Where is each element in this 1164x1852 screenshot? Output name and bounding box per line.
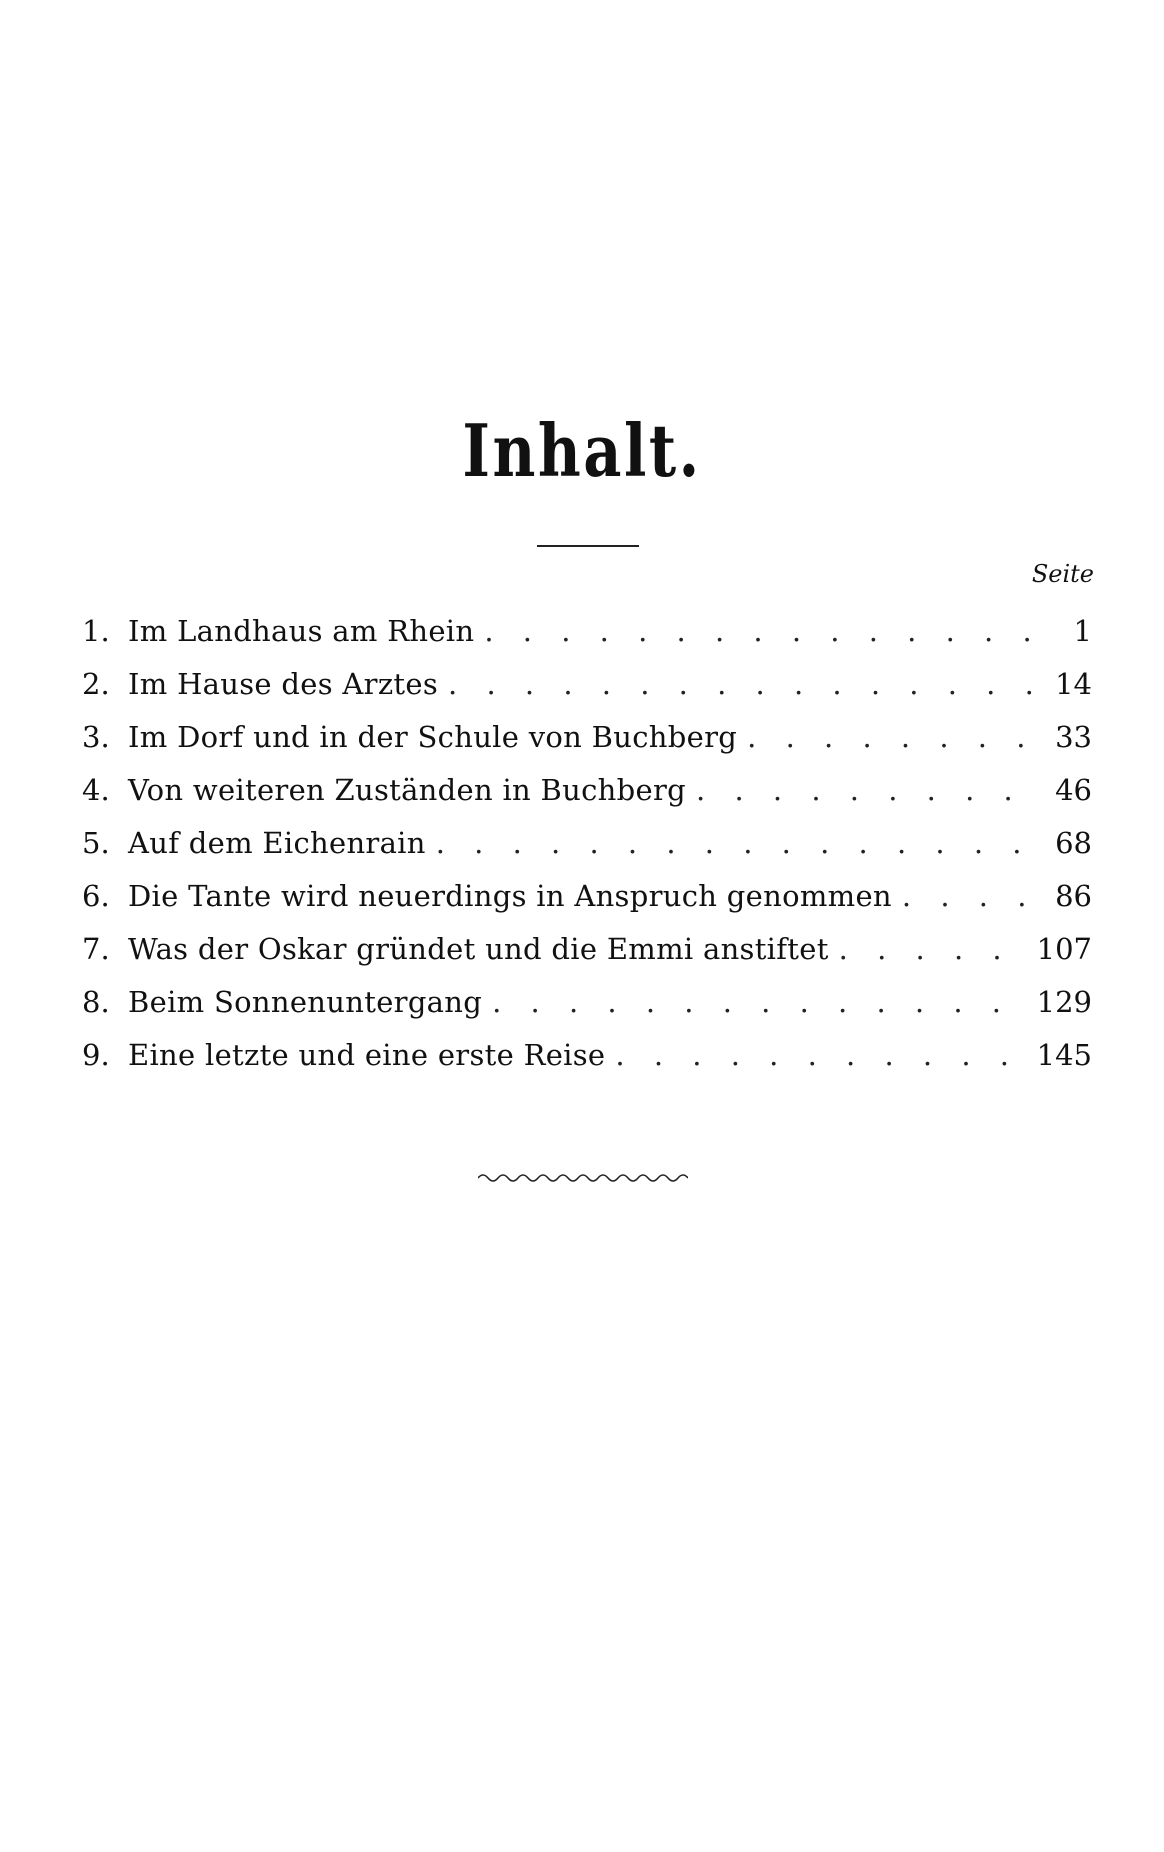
toc-entry: [82, 817, 1092, 870]
chapter-title: Auf dem Eichenrain: [128, 826, 426, 860]
toc-entry: [82, 870, 1092, 923]
chapter-number: 8.: [82, 985, 110, 1019]
chapter-page: 68: [1055, 826, 1092, 860]
page-title: Inhalt.: [462, 408, 702, 493]
dot-leader: [484, 605, 1032, 658]
chapter-title: Im Landhaus am Rhein: [128, 614, 475, 648]
chapter-page: 1: [1073, 614, 1092, 648]
dot-leader: [448, 658, 1032, 711]
wavy-ornament: [478, 1172, 688, 1184]
dot-leader: [492, 976, 1027, 1029]
title-divider: [537, 545, 639, 547]
chapter-page: 129: [1036, 985, 1092, 1019]
dot-leader: [902, 870, 1032, 923]
toc-entry: [82, 658, 1092, 711]
chapter-number: 1.: [82, 614, 110, 648]
chapter-number: 9.: [82, 1038, 110, 1072]
chapter-number: 4.: [82, 773, 110, 807]
dot-leader: [436, 817, 1032, 870]
chapter-page: 107: [1036, 932, 1092, 966]
chapter-page: 86: [1055, 879, 1092, 913]
toc-entry: [82, 711, 1092, 764]
chapter-number: 5.: [82, 826, 110, 860]
chapter-page: 46: [1055, 773, 1092, 807]
chapter-page: 14: [1055, 667, 1092, 701]
chapter-page: 145: [1036, 1038, 1092, 1072]
toc-entry: [82, 605, 1092, 658]
chapter-title: Im Hause des Arztes: [128, 667, 439, 701]
chapter-title: Eine letzte und eine erste Reise: [128, 1038, 606, 1072]
chapter-title: Von weiteren Zuständen in Buchberg: [128, 773, 687, 807]
chapter-page: 33: [1055, 720, 1092, 754]
dot-leader: [747, 711, 1032, 764]
chapter-title: Beim Sonnenuntergang: [128, 985, 483, 1019]
page-column-label: Seite: [1031, 560, 1094, 588]
chapter-number: 6.: [82, 879, 110, 913]
toc-entry: [82, 764, 1092, 817]
toc-entry: [82, 976, 1092, 1029]
chapter-number: 7.: [82, 932, 110, 966]
chapter-title: Die Tante wird neuerdings in Anspruch genommen: [128, 879, 892, 913]
toc-entry: [82, 923, 1092, 976]
chapter-number: 2.: [82, 667, 110, 701]
dot-leader: [839, 923, 1027, 976]
dot-leader: [696, 764, 1032, 817]
table-of-contents: [82, 605, 1092, 1082]
chapter-title: Was der Oskar gründet und die Emmi anstiftet: [128, 932, 829, 966]
dot-leader: [615, 1029, 1026, 1082]
chapter-number: 3.: [82, 720, 110, 754]
toc-entry: [82, 1029, 1092, 1082]
chapter-title: Im Dorf und in der Schule von Buchberg: [128, 720, 738, 754]
